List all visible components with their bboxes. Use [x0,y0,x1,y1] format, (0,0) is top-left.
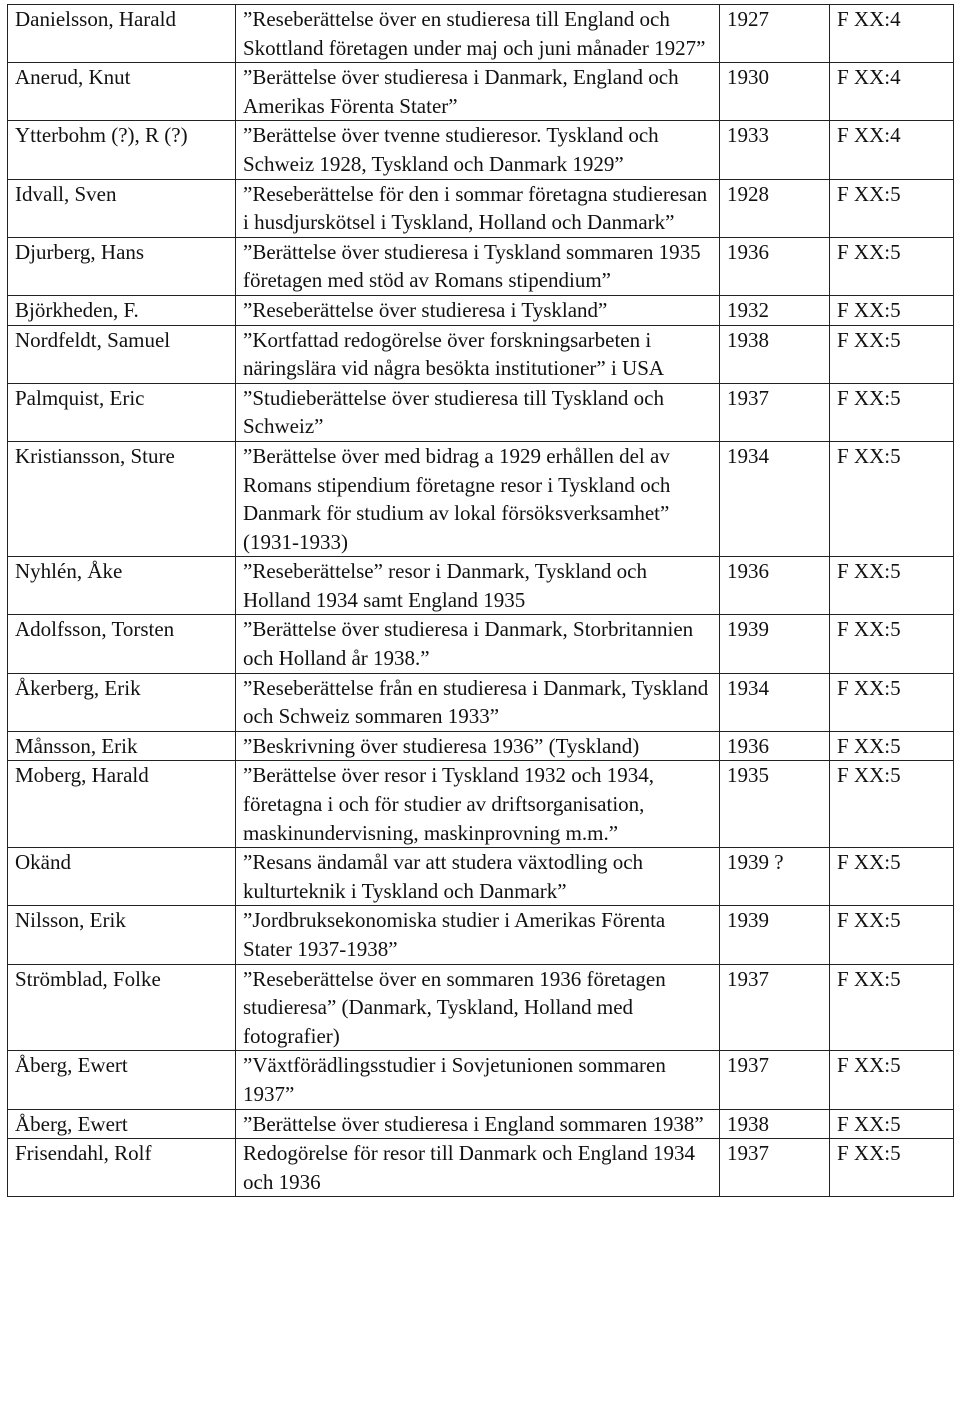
table-row [8,731,954,761]
catalog-table [7,4,954,1197]
signum-cell: F XX:5 [830,964,954,1051]
signum-cell: F XX:5 [830,383,954,441]
title-cell: ”Studieberättelse över studieresa till Tyskland och Schweiz” [236,383,720,441]
author-cell: Okänd [8,848,236,906]
table-row [8,1139,954,1197]
signum-cell: F XX:5 [830,761,954,848]
title-cell: ”Berättelse över studieresa i Danmark, England och Amerikas Förenta Stater” [236,63,720,121]
title-cell: ”Kortfattad redogörelse över forskningsarbeten i näringslära vid några besökta institutioner” i USA [236,325,720,383]
year-cell: 1939 [720,615,830,673]
title-cell: ”Reseberättelse över studieresa i Tyskland” [236,295,720,325]
signum-cell: F XX:5 [830,295,954,325]
signum-cell: F XX:5 [830,325,954,383]
title-cell: ”Reseberättelse över en sommaren 1936 företagen studieresa” (Danmark, Tyskland, Holland med fotografier) [236,964,720,1051]
year-cell: 1928 [720,179,830,237]
title-cell: ”Växtförädlingsstudier i Sovjetunionen sommaren 1937” [236,1051,720,1109]
title-cell: ”Berättelse över resor i Tyskland 1932 och 1934, företagna i och för studier av driftsorganisation, maskinundervisning, maskinprovning m.m.” [236,761,720,848]
author-cell: Månsson, Erik [8,731,236,761]
signum-cell: F XX:5 [830,1051,954,1109]
table-row [8,1109,954,1139]
author-cell: Nilsson, Erik [8,906,236,964]
table-row [8,964,954,1051]
year-cell: 1936 [720,731,830,761]
author-cell: Ytterbohm (?), R (?) [8,121,236,179]
author-cell: Nyhlén, Åke [8,557,236,615]
table-row [8,383,954,441]
table-row [8,325,954,383]
author-cell: Åkerberg, Erik [8,673,236,731]
signum-cell: F XX:5 [830,179,954,237]
signum-cell: F XX:4 [830,121,954,179]
year-cell: 1934 [720,441,830,556]
author-cell: Åberg, Ewert [8,1051,236,1109]
year-cell: 1937 [720,383,830,441]
title-cell: ”Berättelse över studieresa i England sommaren 1938” [236,1109,720,1139]
signum-cell: F XX:5 [830,848,954,906]
signum-cell: F XX:5 [830,237,954,295]
table-row [8,179,954,237]
title-cell: ”Reseberättelse från en studieresa i Danmark, Tyskland och Schweiz sommaren 1933” [236,673,720,731]
author-cell: Djurberg, Hans [8,237,236,295]
year-cell: 1930 [720,63,830,121]
title-cell: ”Berättelse över tvenne studieresor. Tyskland och Schweiz 1928, Tyskland och Danmark 1929” [236,121,720,179]
year-cell: 1938 [720,325,830,383]
author-cell: Palmquist, Eric [8,383,236,441]
year-cell: 1938 [720,1109,830,1139]
table-row [8,441,954,556]
table-row [8,63,954,121]
table-row [8,673,954,731]
signum-cell: F XX:5 [830,557,954,615]
signum-cell: F XX:4 [830,5,954,63]
table-row [8,237,954,295]
year-cell: 1939 ? [720,848,830,906]
author-cell: Björkheden, F. [8,295,236,325]
title-cell: ”Berättelse över studieresa i Danmark, Storbritannien och Holland år 1938.” [236,615,720,673]
signum-cell: F XX:5 [830,906,954,964]
author-cell: Danielsson, Harald [8,5,236,63]
title-cell: ”Reseberättelse över en studieresa till England och Skottland företagen under maj och juni månader 1927” [236,5,720,63]
signum-cell: F XX:5 [830,1109,954,1139]
table-row [8,557,954,615]
table-row [8,121,954,179]
year-cell: 1932 [720,295,830,325]
table-row [8,848,954,906]
author-cell: Åberg, Ewert [8,1109,236,1139]
author-cell: Frisendahl, Rolf [8,1139,236,1197]
table-row [8,615,954,673]
year-cell: 1933 [720,121,830,179]
author-cell: Adolfsson, Torsten [8,615,236,673]
year-cell: 1937 [720,964,830,1051]
year-cell: 1939 [720,906,830,964]
author-cell: Idvall, Sven [8,179,236,237]
title-cell: Redogörelse för resor till Danmark och England 1934 och 1936 [236,1139,720,1197]
signum-cell: F XX:5 [830,1139,954,1197]
year-cell: 1937 [720,1139,830,1197]
table-row [8,761,954,848]
author-cell: Nordfeldt, Samuel [8,325,236,383]
title-cell: ”Resans ändamål var att studera växtodling och kulturteknik i Tyskland och Danmark” [236,848,720,906]
year-cell: 1936 [720,557,830,615]
signum-cell: F XX:5 [830,673,954,731]
signum-cell: F XX:5 [830,615,954,673]
year-cell: 1935 [720,761,830,848]
year-cell: 1927 [720,5,830,63]
title-cell: ”Jordbruksekonomiska studier i Amerikas Förenta Stater 1937-1938” [236,906,720,964]
title-cell: ”Beskrivning över studieresa 1936” (Tyskland) [236,731,720,761]
table-row [8,1051,954,1109]
signum-cell: F XX:5 [830,441,954,556]
title-cell: ”Reseberättelse för den i sommar företagna studieresan i husdjurskötsel i Tyskland, Holland och Danmark” [236,179,720,237]
title-cell: ”Berättelse över med bidrag a 1929 erhållen del av Romans stipendium företagne resor i Tyskland och Danmark för studium av lokal försöksverksamhet” (1931-1933) [236,441,720,556]
table-row [8,5,954,63]
title-cell: ”Reseberättelse” resor i Danmark, Tyskland och Holland 1934 samt England 1935 [236,557,720,615]
author-cell: Strömblad, Folke [8,964,236,1051]
author-cell: Moberg, Harald [8,761,236,848]
signum-cell: F XX:4 [830,63,954,121]
year-cell: 1934 [720,673,830,731]
table-row [8,295,954,325]
year-cell: 1936 [720,237,830,295]
catalog-table-body [8,5,954,1197]
author-cell: Anerud, Knut [8,63,236,121]
table-row [8,906,954,964]
title-cell: ”Berättelse över studieresa i Tyskland sommaren 1935 företagen med stöd av Romans stipendium” [236,237,720,295]
signum-cell: F XX:5 [830,731,954,761]
year-cell: 1937 [720,1051,830,1109]
author-cell: Kristiansson, Sture [8,441,236,556]
